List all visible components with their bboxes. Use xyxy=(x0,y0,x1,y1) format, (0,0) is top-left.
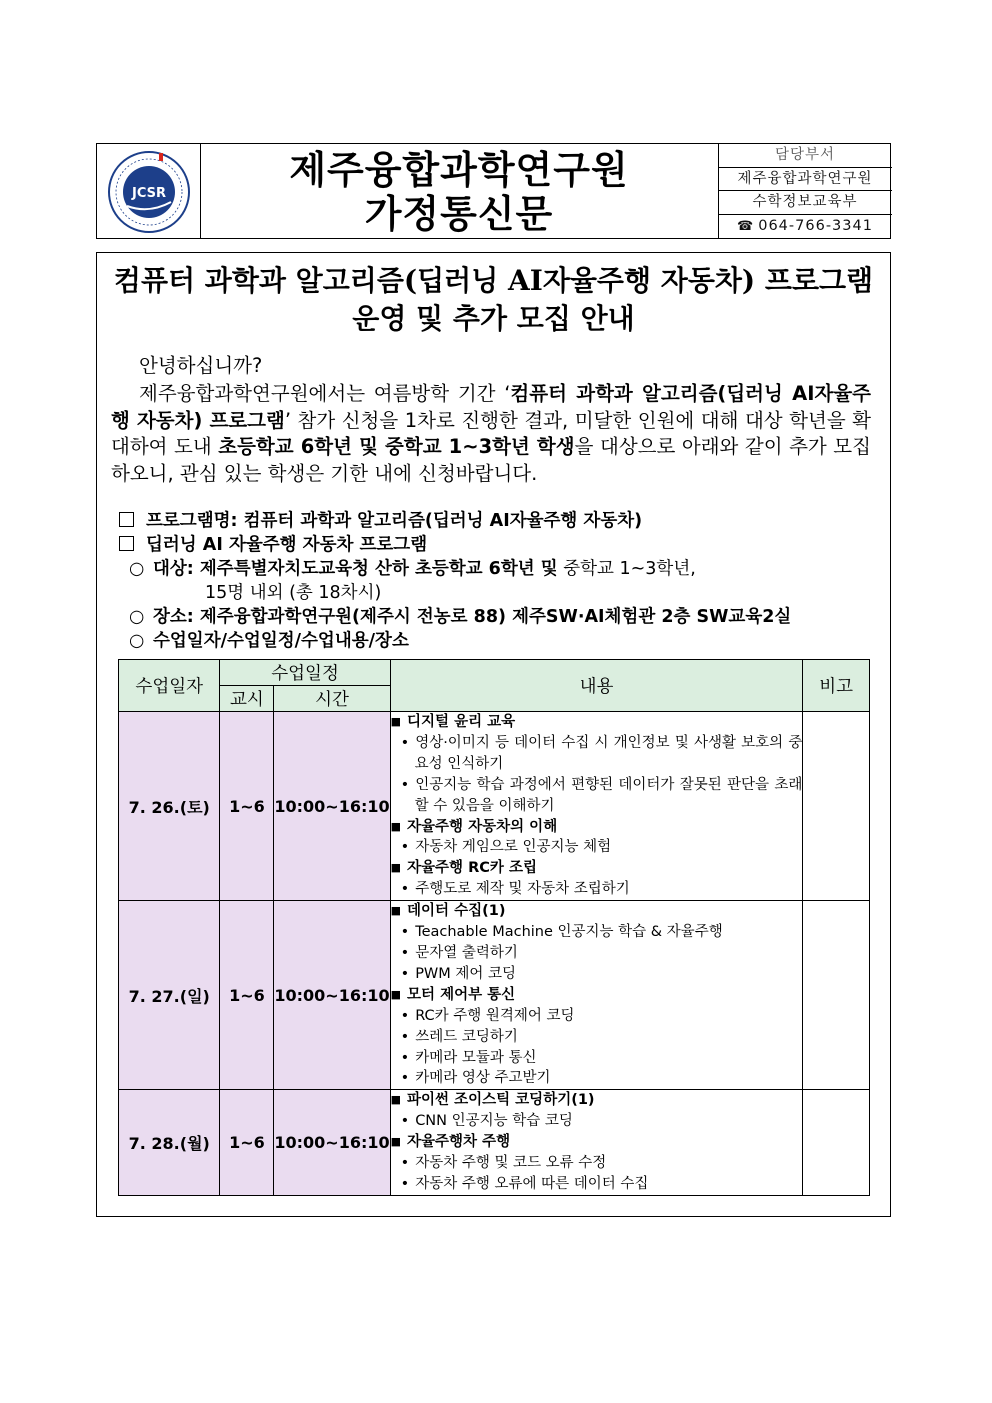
table-row xyxy=(119,901,870,1090)
dept-phone-row xyxy=(718,215,892,239)
dept-unit: 수학정보교육부 xyxy=(718,191,892,215)
table-row xyxy=(119,1090,870,1196)
row-period: 1~6 xyxy=(220,1090,274,1196)
notice-title-line1: 컴퓨터 과학과 알고리즘(딥러닝 AI자율주행 자동차) 프로그램 xyxy=(113,264,874,297)
row-date: 7. 26.(토) xyxy=(119,712,220,901)
circle-bullet-icon: ○ xyxy=(129,631,145,651)
item-place: ○ 장소: 제주융합과학연구원(제주시 전농로 88) 제주SW·AI체험관 2층 SW교육2실 xyxy=(129,607,792,627)
notice-body xyxy=(96,252,891,1217)
schedule-table xyxy=(118,659,870,1196)
row-period: 1~6 xyxy=(220,901,274,1090)
institute-logo xyxy=(107,150,191,234)
row-note xyxy=(803,1090,870,1196)
header-date: 수업일자 xyxy=(119,660,220,712)
greeting: 안녕하십니까? xyxy=(139,354,263,377)
row-period: 1~6 xyxy=(220,712,274,901)
department-box xyxy=(718,144,892,238)
header-note: 비고 xyxy=(803,660,870,712)
row-note xyxy=(803,901,870,1090)
item-schedule-heading: ○ 수업일자/수업일정/수업내용/장소 xyxy=(129,631,409,651)
header-content: 내용 xyxy=(390,660,803,712)
header-period: 교시 xyxy=(220,686,274,712)
row-content: ■ 파이썬 조이스틱 코딩하기(1) • CNN 인공지능 학습 코딩 ■ 자율주행차 주행 • 자동차 주행 및 코드 오류 수정 • 자동차 주행 오류에 따른 데이터 수집 xyxy=(390,1090,803,1196)
row-date: 7. 28.(월) xyxy=(119,1090,220,1196)
document-type-title: 가정통신문 xyxy=(364,192,554,236)
item-program-heading: 딥러닝 AI 자율주행 자동차 프로그램 xyxy=(119,533,879,557)
header-time: 시간 xyxy=(274,686,390,712)
intro-paragraph: 제주융합과학연구원에서는 여름방학 기간 ‘컴퓨터 과학과 알고리즘(딥러닝 AI자율주행 자동차) 프로그램’ 참가 신청을 1차로 진행한 결과, 미달한 인원에 대해 대상 학년을 확대하여 도내 초등학교 6학년 및 중학교 1~3학년 학생을 대상으로 아래와 같이 추가 모집하오니, 관심 있는 학생은 기한 내에 신청바랍니다. xyxy=(111,382,871,485)
circle-bullet-icon: ○ xyxy=(129,559,145,579)
table-row xyxy=(119,712,870,901)
row-content: ■ 디지털 윤리 교육 • 영상·이미지 등 데이터 수집 시 개인정보 및 사생활 보호의 중요성 인식하기 • 인공지능 학습 과정에서 편향된 데이터가 잘못된 판단을 초래할 수 있음을 이해하기 ■ 자율주행 자동차의 이해 • 자동차 게임으로 인공지능 체험 ■ 자율주행 RC카 조립 • 주행도로 제작 및 자동차 조립하기 xyxy=(390,712,803,901)
phone-icon: ☎ xyxy=(737,218,755,234)
notice-title-line2: 운영 및 추가 모집 안내 xyxy=(352,302,635,335)
title-cell xyxy=(201,144,717,238)
checkbox-square-icon xyxy=(119,512,134,527)
dept-heading: 담당부서 xyxy=(718,144,892,168)
institute-title: 제주융합과학연구원 xyxy=(289,148,629,192)
item-target-line2: 15명 내외 (총 18차시) xyxy=(205,583,382,603)
row-content: ■ 데이터 수집(1) • Teachable Machine 인공지능 학습 & 자율주행 • 문자열 출력하기 • PWM 제어 코딩 ■ 모터 제어부 통신 • RC카 주행 원격제어 코딩 • 쓰레드 코딩하기 • 카메라 모듈과 통신 • 카메라 영상 주고받기 xyxy=(390,901,803,1090)
item-program-name: 프로그램명: 컴퓨터 과학과 알고리즘(딥러닝 AI자율주행 자동차) xyxy=(119,509,879,533)
dept-phone: 064-766-3341 xyxy=(758,217,873,234)
logo-text: JCSR xyxy=(132,186,166,201)
item-target: ○ 대상: 제주특별자치도교육청 산하 초등학교 6학년 및 중학교 1~3학년, xyxy=(129,559,696,579)
row-note xyxy=(803,712,870,901)
header-schedule: 수업일정 xyxy=(220,660,390,686)
letter-header xyxy=(96,143,891,239)
row-time: 10:00~16:10 xyxy=(274,901,390,1090)
row-time: 10:00~16:10 xyxy=(274,1090,390,1196)
circle-bullet-icon: ○ xyxy=(129,607,145,627)
checkbox-square-icon xyxy=(119,536,134,551)
row-time: 10:00~16:10 xyxy=(274,712,390,901)
logo-cell xyxy=(97,144,201,238)
program-items xyxy=(119,509,879,653)
row-date: 7. 27.(일) xyxy=(119,901,220,1090)
dept-org: 제주융합과학연구원 xyxy=(718,168,892,192)
